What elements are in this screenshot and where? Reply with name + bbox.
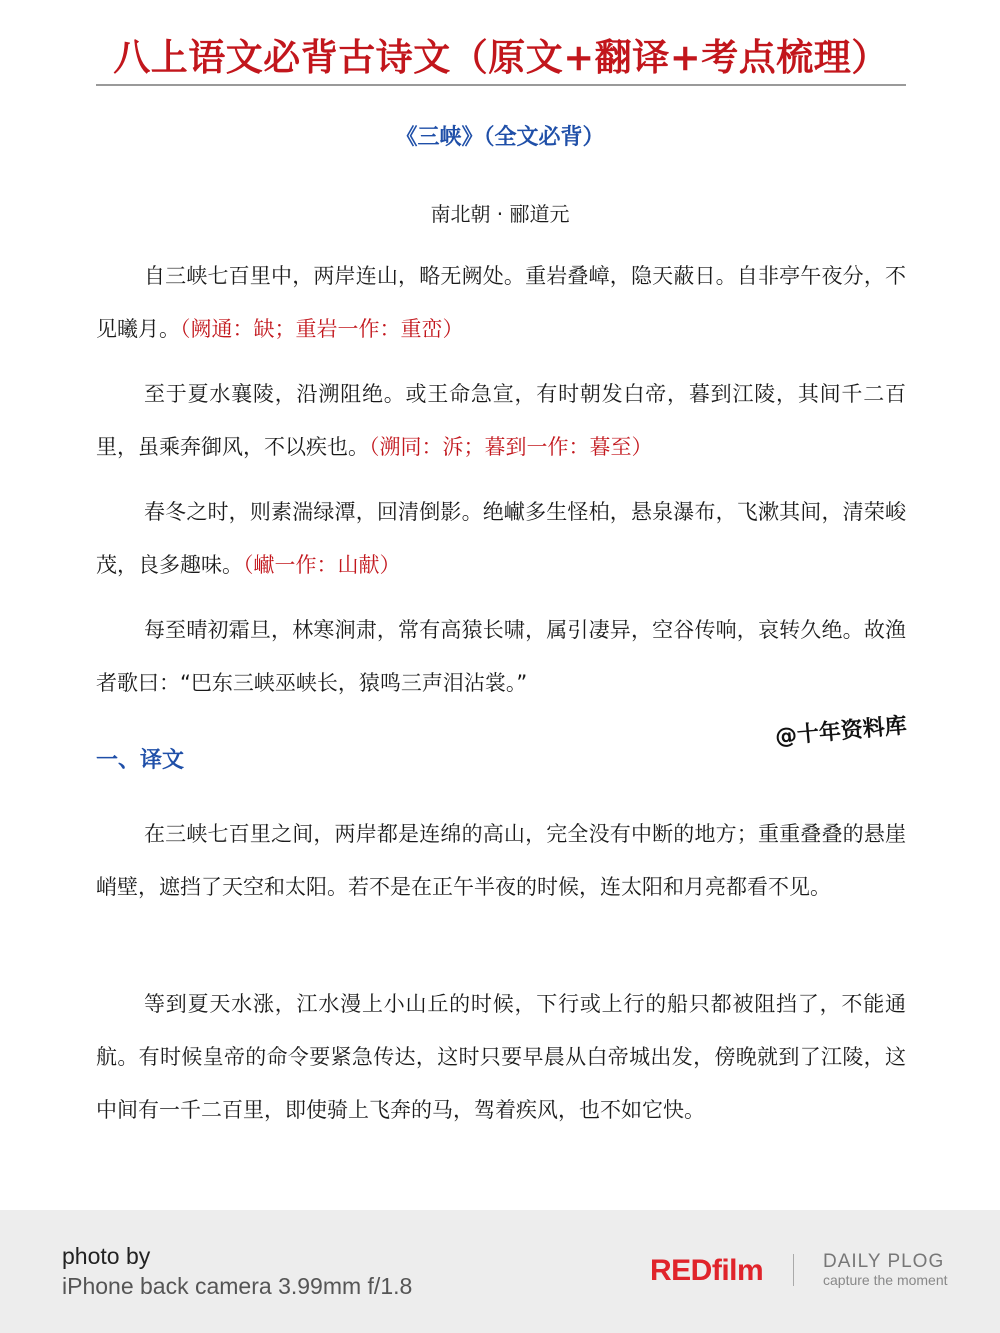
original-paragraph-3: 春冬之时，则素湍绿潭，回清倒影。绝𪩘多生怪柏，悬泉瀑布，飞漱其间，清荣峻茂，良多趣味。（𪩘一作：山献） xyxy=(96,500,906,577)
footer-divider xyxy=(793,1254,794,1286)
photo-by-label: photo by xyxy=(62,1243,151,1269)
watermark: @十年资料库 xyxy=(774,713,908,750)
translation-heading: 一、译文 xyxy=(96,748,185,773)
original-paragraph-2: 至于夏水襄陵，沿溯阻绝。或王命急宣，有时朝发白帝，暮到江陵，其间千二百里，虽乘奔御风，不以疾也。（溯同：泝；暮到一作：暮至） xyxy=(96,382,906,459)
title-underline xyxy=(96,84,906,86)
poem-heading: 《三峡》（全文必背） xyxy=(395,125,605,150)
annotation-note: （阙通：缺；重岩一作：重峦） xyxy=(180,317,464,341)
annotation-note: （溯同：泝；暮到一作：暮至） xyxy=(369,435,653,459)
document-title: 八上语文必背古诗文（原文+翻译+考点梳理） xyxy=(113,35,889,79)
daily-plog-label: DAILY PLOG xyxy=(823,1251,945,1272)
annotation-note: （𪩘一作：山献） xyxy=(243,553,401,577)
tagline: capture the moment xyxy=(823,1272,948,1288)
brand-logo: REDfilm xyxy=(650,1254,764,1287)
translation-paragraph-2: 等到夏天水涨，江水漫上小山丘的时候，下行或上行的船只都被阻挡了，不能通航。有时候皇帝的命令要紧急传达，这时只要早晨从白帝城出发，傍晚就到了江陵，这中间有一千二百里，即使骑上飞奔的马，驾着疾风，也不如它快。 xyxy=(96,992,906,1122)
original-paragraph-4: 每至晴初霜旦，林寒涧肃，常有高猿长啸，属引凄异，空谷传响，哀转久绝。故渔者歌曰：“巴东三峡巫峡长，猿鸣三声泪沾裳。” xyxy=(96,618,906,695)
original-paragraph-1: 自三峡七百里中，两岸连山，略无阙处。重岩叠嶂，隐天蔽日。自非亭午夜分，不见曦月。（阙通：缺；重岩一作：重峦） xyxy=(96,264,906,341)
camera-info: iPhone back camera 3.99mm f/1.8 xyxy=(62,1273,413,1299)
poem-author: 南北朝 · 郦道元 xyxy=(430,202,570,226)
translation-paragraph-1: 在三峡七百里之间，两岸都是连绵的高山，完全没有中断的地方；重重叠叠的悬崖峭壁，遮挡了天空和太阳。若不是在正午半夜的时候，连太阳和月亮都看不见。 xyxy=(96,822,906,899)
